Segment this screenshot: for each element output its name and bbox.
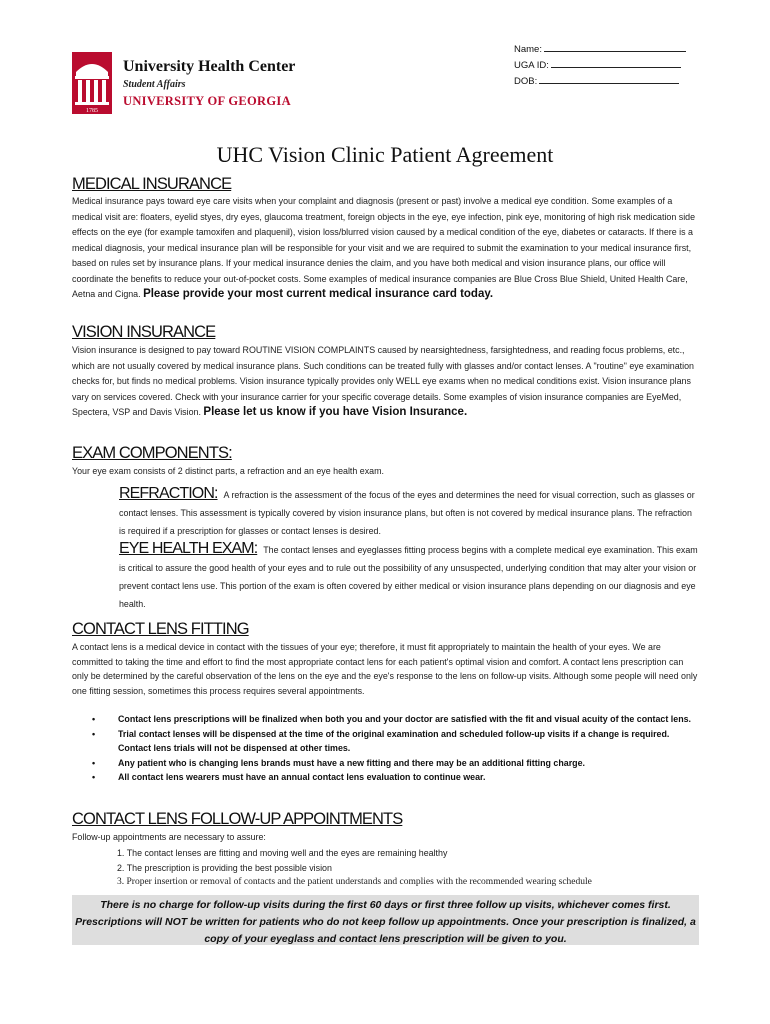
eye-health-section: [119, 540, 699, 613]
uga-id-field[interactable]: [514, 58, 686, 74]
vision-insurance-body: Vision insurance is designed to pay toward ROUTINE VISION COMPLAINTS caused by nearsightedness, farsightedness, and reading focus problems, etc., which are not usually covered by medical insurance plans. Such conditions can be treated fully with glasses and/or contact lenses. A "routine" eye examination checks for, but finds no medical problems. Vision insurance typically provides only WELL eye exams when no medical conditions exist. Vision insurance plans vary on services covered. Check with your insurance carrier for your specific coverage details. Some examples of vision insurance companies are EyeMed, Spectera, VSP and Davis Vision.: [72, 345, 694, 417]
name-blank[interactable]: [544, 42, 686, 52]
exam-components-heading: EXAM COMPONENTS:: [72, 444, 232, 462]
follow-up-policy-note: There is no charge for follow-up visits during the first 60 days or first three follow up visits, whichever comes first. Prescriptions will NOT be written for patients who do not keep follow up appointments. Once your prescription is finalized, a copy of your eyeglass and contact lens prescription will be given to you.: [72, 895, 699, 945]
patient-id-fields: [514, 42, 686, 90]
document-title: UHC Vision Clinic Patient Agreement: [216, 142, 554, 167]
uga-id-blank[interactable]: [551, 58, 681, 68]
bullet-icon: •: [92, 728, 96, 739]
refraction-section: [119, 485, 699, 540]
follow-up-heading: CONTACT LENS FOLLOW-UP APPOINTMENTS: [72, 810, 403, 828]
dob-blank[interactable]: [539, 74, 679, 84]
bullet-icon: •: [92, 757, 96, 768]
list-item: 2. The prescription is providing the best possible vision: [117, 862, 332, 873]
list-item: • Contact lens prescriptions will be finalized when both you and your doctor are satisfied with the fit and visual acuity of the contact lens.: [92, 712, 702, 727]
follow-up-list: [117, 846, 592, 890]
list-item: • Trial contact lenses will be dispensed at the time of the original examination and scheduled follow-up visits if a change is required. Contact lens trials will not be dispensed at other times.: [92, 728, 670, 753]
org-name: University Health Center: [123, 58, 296, 75]
org-subtitle: Student Affairs: [123, 79, 186, 90]
svg-text:1785: 1785: [86, 108, 98, 114]
list-item: 3. Proper insertion or removal of contacts and the patient understands and complies with the recommended wearing schedule: [117, 877, 592, 887]
medical-insurance-text: [72, 194, 702, 303]
name-field[interactable]: [514, 42, 686, 58]
list-item: • Any patient who is changing lens brands must have a new fitting and there may be an additional fitting charge.: [92, 756, 702, 771]
medical-insurance-emphasis: Please provide your most current medical insurance card today.: [143, 288, 494, 300]
university-name: UNIVERSITY OF GEORGIA: [123, 94, 291, 108]
follow-up-intro: Follow-up appointments are necessary to assure:: [72, 832, 266, 842]
vision-insurance-heading: VISION INSURANCE: [72, 323, 216, 341]
eye-health-heading: EYE HEALTH EXAM:: [119, 540, 258, 557]
bullet-icon: •: [92, 714, 96, 724]
list-item: • All contact lens wearers must have an annual contact lens evaluation to continue wear.: [92, 770, 702, 785]
exam-components-intro: Your eye exam consists of 2 distinct parts, a refraction and an eye health exam.: [72, 466, 384, 476]
dob-field[interactable]: [514, 74, 686, 90]
vision-insurance-emphasis: Please let us know if you have Vision Insurance.: [203, 406, 468, 418]
medical-insurance-body: Medical insurance pays toward eye care visits when your complaint and diagnosis (present or past) involve a medical eye condition. Some examples of a medical visit are: floaters, eyelid styes, dry eyes, glaucoma treatment, foreign objects in the eye, eye infection, pink eye, monitoring of high risk medication side effects on the eye (for example tamoxifen and plaquenil), vision loss/blurred vision caused by a medical condition of the eye, diabetes or cataracts. If there is a medical diagnosis, your medical insurance plan will be responsible for your visit and we are required to submit the examination to your medical insurance first, based on rules set by insurance plans. If your medical insurance denies the claim, and you have both medical and vision insurance plans, our office will coordinate the benefits to reduce your out-of-pocket costs. Some examples of medical insurance companies are Blue Cross Blue Shield, United Health Care, Aetna and Cigna.: [72, 196, 696, 299]
eye-health-body: The contact lenses and eyeglasses fitting process begins with a complete medical eye examination. This exam is critical to assure the good health of your eyes and to rule out the possibility of any unsuspected, underlying condition that may alter your vision or prevent contact lens use. This portion of the exam is often covered by either medical or vision insurance plans depending on our diagnosis and eye health.: [119, 545, 698, 609]
refraction-body: A refraction is the assessment of the focus of the eyes and determines the need for visual correction, such as glasses or contact lenses. This assessment is typically covered by vision insurance plans, but often is not covered by medical insurance plans. The refraction is required if a prescription for glasses or contact lenses is desired.: [119, 490, 695, 536]
contact-lens-fitting-heading: CONTACT LENS FITTING: [72, 620, 249, 638]
list-item: 1. The contact lenses are fitting and moving well and the eyes are remaining healthy: [117, 848, 448, 858]
uga-id-label: UGA ID:: [514, 60, 549, 71]
contact-lens-fitting-body: A contact lens is a medical device in contact with the tissues of your eye; therefore, it must fit appropriately to maintain the health of your eyes. We are committed to taking the time and effort to find the most appropriate contact lens for each patient's optimal vision and comfort. A contact lens prescription can only be determined by the careful observation of the lens on the eye and the eye's response to the lens on follow-up visits. Although some people will need only one fitting session, sometimes this process requires several appointments.: [72, 642, 698, 696]
name-label: Name:: [514, 44, 542, 55]
uga-arch-logo: [72, 52, 112, 114]
refraction-heading: REFRACTION:: [119, 485, 218, 502]
vision-insurance-text: [72, 343, 702, 421]
bullet-icon: •: [92, 772, 96, 782]
medical-insurance-heading: MEDICAL INSURANCE: [72, 175, 232, 193]
contact-lens-rules-list: [92, 712, 702, 785]
dob-label: DOB:: [514, 76, 538, 87]
